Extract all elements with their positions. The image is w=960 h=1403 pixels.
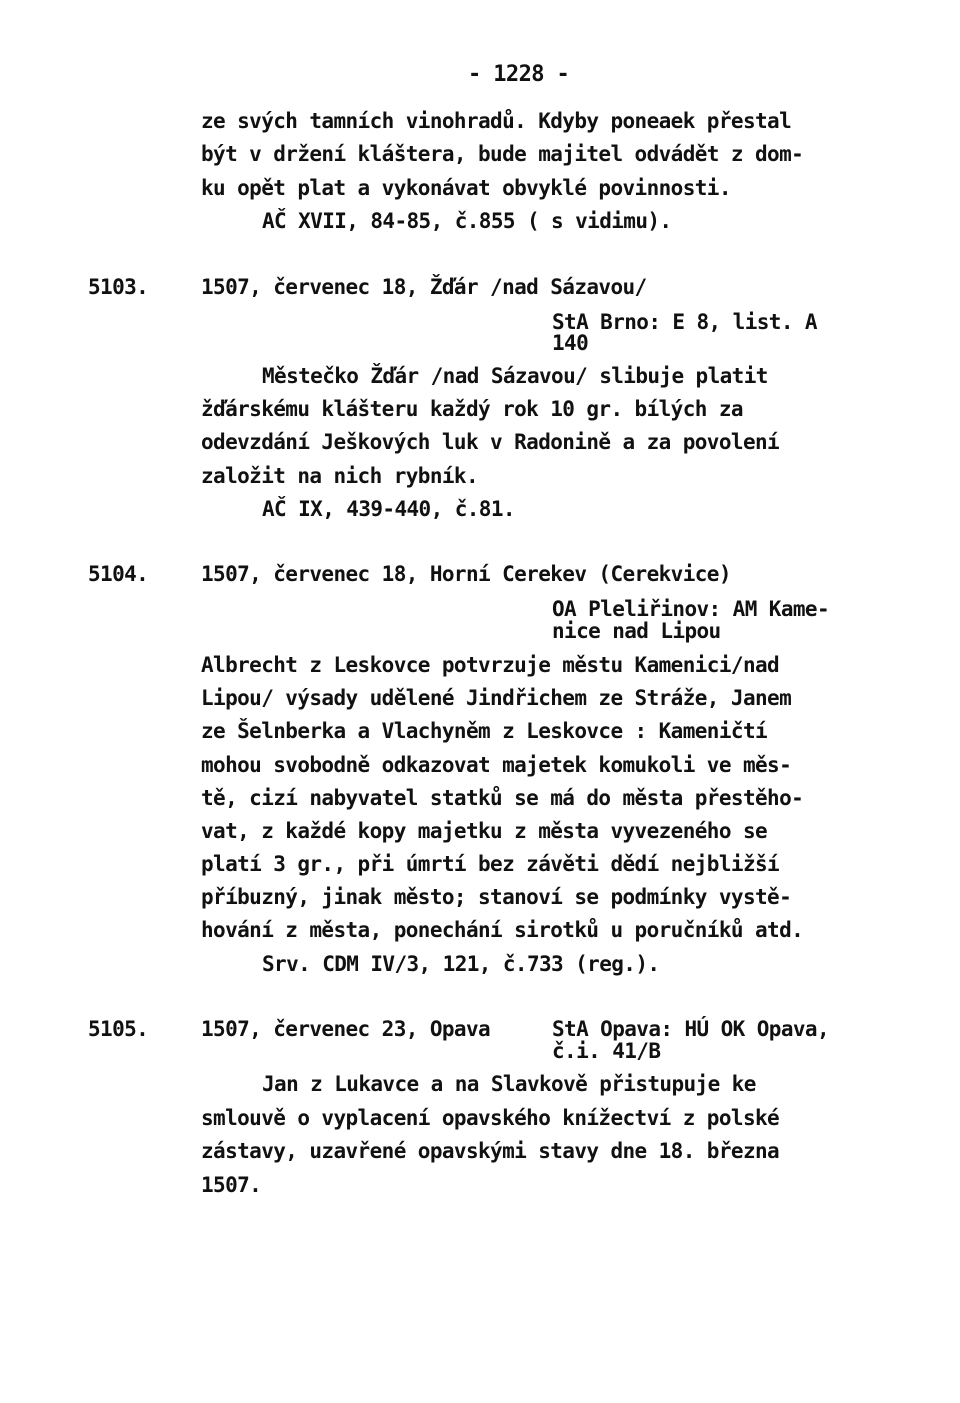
entry-text-line: zástavy, uzavřené opavskými stavy dne 18. března <box>201 1139 780 1163</box>
entry-text-line: mohou svobodně odkazovat majetek komukoli ve měs- <box>201 753 792 777</box>
entry-text-line: příbuzný, jinak město; stanoví se podmínky vystě- <box>201 885 792 909</box>
entry-number: 5104. <box>88 562 149 586</box>
entry-text-line: založit na nich rybník. <box>201 464 478 488</box>
entry-text-line: žďárskému klášteru každý rok 10 gr. bílých za <box>201 397 743 421</box>
entry-text-line: Lipou/ výsady udělené Jindřichem ze Stráže, Janem <box>201 686 792 710</box>
page-number: - 1228 - <box>468 62 570 87</box>
entry-archive: StA Brno: E 8, list. A <box>552 310 817 334</box>
entry-archive: č.i. 41/B <box>552 1039 661 1063</box>
entry-archive: 140 <box>552 331 589 355</box>
entry-text-line: Jan z Lukavce a na Slavkově přistupuje ke <box>262 1072 756 1096</box>
entry-heading: 1507, červenec 23, Opava <box>201 1017 491 1041</box>
entry-archive: OA Pleliřinov: AM Kame- <box>552 597 829 621</box>
entry-number: 5105. <box>88 1017 149 1041</box>
entry-text-line: 1507. <box>201 1173 262 1197</box>
entry-text-line: vat, z každé kopy majetku z města vyvezeného se <box>201 819 768 843</box>
entry-text-line: platí 3 gr., při úmrtí bez závěti dědí nejbližší <box>201 852 780 876</box>
entry-text-line: Městečko Žďár /nad Sázavou/ slibuje platit <box>262 364 768 388</box>
entry-text-line: odevzdání Ješkových luk v Radonině a za povolení <box>201 430 780 454</box>
entry-number: 5103. <box>88 275 149 299</box>
entry-text-line: smlouvě o vyplacení opavského knížectví z polské <box>201 1106 780 1130</box>
intro-line: být v držení kláštera, bude majitel odvádět z dom- <box>201 142 804 166</box>
entry-text-line: hování z města, ponechání sirotků u poručníků atd. <box>201 918 804 942</box>
intro-line: ze svých tamních vinohradů. Kdyby poneaek přestal <box>201 109 792 133</box>
entry-heading: 1507, červenec 18, Horní Cerekev (Cerekvice) <box>201 562 731 586</box>
entry-text-line: ze Šelnberka a Vlachyněm z Leskovce : Kameničtí <box>201 719 768 743</box>
entry-citation: AČ IX, 439-440, č.81. <box>262 497 515 521</box>
entry-archive: StA Opava: HÚ OK Opava, <box>552 1017 829 1041</box>
entry-text-line: Albrecht z Leskovce potvrzuje městu Kamenici/nad <box>201 653 780 677</box>
entry-heading: 1507, červenec 18, Žďár /nad Sázavou/ <box>201 275 647 299</box>
intro-line: ku opět plat a vykonávat obvyklé povinnosti. <box>201 176 731 200</box>
entry-text-line: tě, cizí nabyvatel statků se má do města přestěho- <box>201 786 804 810</box>
entry-archive: nice nad Lipou <box>552 619 721 643</box>
entry-citation: Srv. CDM IV/3, 121, č.733 (reg.). <box>262 952 660 976</box>
intro-citation: AČ XVII, 84-85, č.855 ( s vidimu). <box>262 209 672 233</box>
